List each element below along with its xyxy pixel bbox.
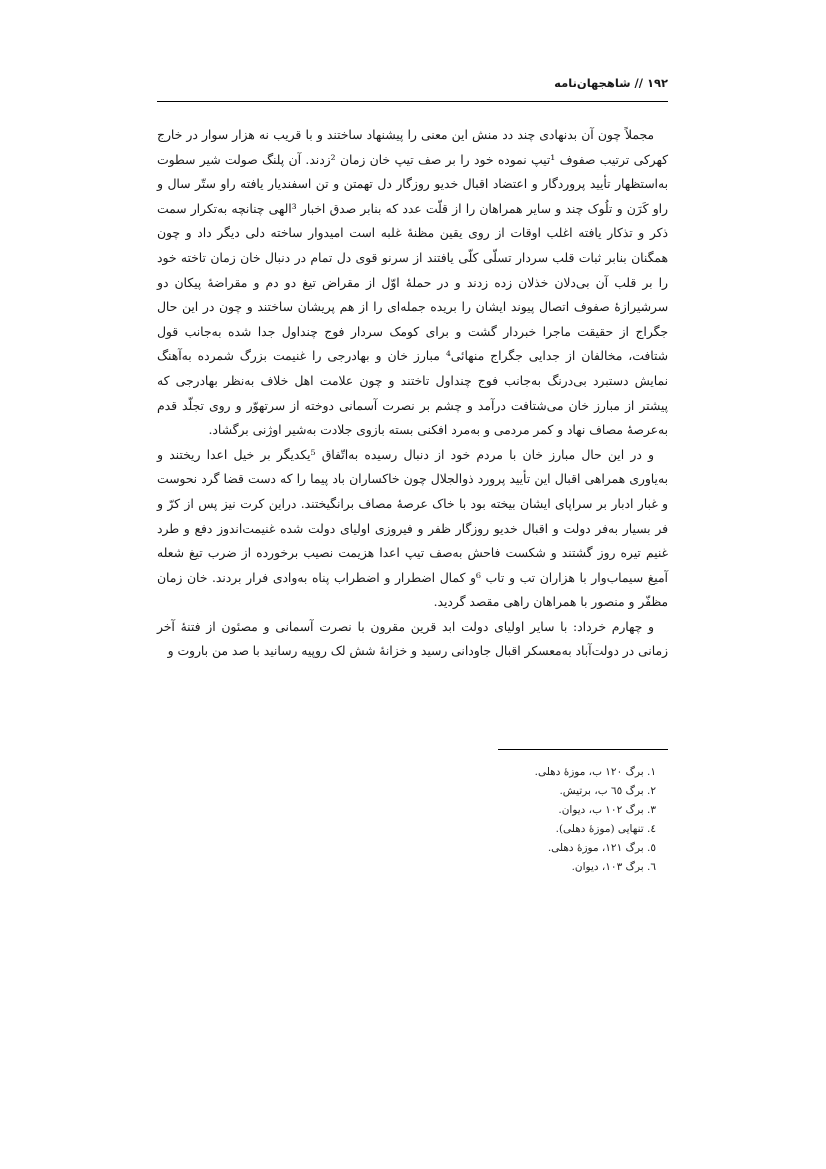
footnote-3: ٣. برگ ١٠٢ ب، دیوان.	[558, 804, 656, 816]
footnotes	[430, 763, 668, 877]
running-head: ١٩٢ // شاهجهان‌نامه	[554, 76, 668, 90]
footnote-6: ٦. برگ ١٠٣، دیوان.	[571, 861, 656, 873]
footnote-5: ٥. برگ ١٢١، موزهٔ دهلی.	[547, 842, 656, 854]
footnote-4: ٤. تنهایی (موزهٔ دهلی).	[555, 823, 656, 835]
paragraph-3: و چهارم خرداد: با سایر اولیای دولت ابد قرین مقرون با نصرت آسمانی و مصئون از فتنهٔ آخر زمانی در دولت‌آباد به‌معسکر اقبال جاودانی رسید و خزانهٔ شش لک روپیه رسانید با صد من باروت و	[157, 619, 668, 659]
paragraph-2: و در این حال مبارز خان با مردم خود از دنبال رسیده به‌اتّفاق ⁵یکدیگر بر خیل اعدا ریختند و به‌یاوری همراهی اقبال این تأیید پرورد ذوالجلال چون خاکساران باد پیما را که دست قضا گرد نحوست و غبار ادبار بر سراپای ایشان بیخته بود با خاک عرصهٔ مصاف برانگیختند. دراین کرت نیز پس از کرّ و فر بسیار به‌فر دولت و اقبال خدیو روزگار ظفر و فیروزی اولیای دولت شده غنیمت‌اندوز دفع و طرد غنیم تیره روز گشتند و شکست فاحش به‌صف تیپ اعدا هزیمت نصیب برخورده از ضرب تیغ شعله آمیغ سیماب‌وار با هزاران تب و تاب ⁶و کمال اضطرار و اضطراب پناه به‌وادی فرار بردند. خان زمان مظفّر و منصور با همراهان راهی مقصد گردید.	[157, 447, 668, 610]
footnote-2: ٢. برگ ٦٥ ب، برتیش.	[559, 785, 656, 797]
footnote-rule	[498, 749, 668, 750]
body-text	[157, 123, 668, 664]
header-rule	[157, 101, 668, 102]
paragraph-1: مجملاً چون آن بدنهادی چند دد منش این معنی را پیشنهاد ساختند و با قریب نه هزار سوار در خارج کهرکی ترتیب صفوف ¹تیپ نموده خود را بر صف تیپ خان زمان ²زدند. آن پلنگ صولت شیر سطوت به‌استظهار تأیید پروردگار و اعتضاد اقبال خدیو روزگار دل تهمتن و تن اسفندیار یافته راو ستّر سال و راو کَرَن و تلُوک چند و سایر همراهان را از قلّت عدد که بنابر صدق اخبار ³الهی چنانچه به‌تکرار سمت ذکر و تذکار یافته اغلب اوقات از روی یقین مظنهٔ غلبه است امیدوار ساخته دلی دیگر داد و چون همگنان بنابر ثبات قلب سردار تسلّی کلّی یافتند از سرنو قوی دل تمام در دنبال خان زمان تاخته خود را بر قلب آن بی‌دلان خذلان زده زدند و در حملهٔ اوّل از مقراض تیغ دو دم و مقراضهٔ پیکان دو سرشیرازهٔ صفوف اتصال پیوند ایشان را بریده جمله‌ای را از هم پریشان ساختند و چون در این حال جگراج از حقیقت ماجرا خبردار گشت و برای کومک سردار فوج چنداول جدا شده به‌جانب قول شتافت، مخالفان از جدایی جگراج منهائی⁴ مبارز خان و بهادرجی را غنیمت بزرگ شمرده به‌آهنگ نمایش دستبرد بی‌درنگ به‌جانب فوج چنداول تاختند و چون علامت اهل خلاف به‌نظر بهادرجی که پیشتر از مبارز خان می‌شتافت درآمد و چشم بر نصرت آسمانی دوخته از سرتهوّر و روی تجلّد قدم به‌عرصهٔ مصاف نهاد و کمر مردمی و به‌مرد افکنی بسته بازوی جلادت به‌شیر اوژنی برگشاد.	[157, 128, 668, 438]
footnote-1: ١. برگ ١٢٠ ب، موزهٔ دهلی.	[534, 766, 656, 778]
